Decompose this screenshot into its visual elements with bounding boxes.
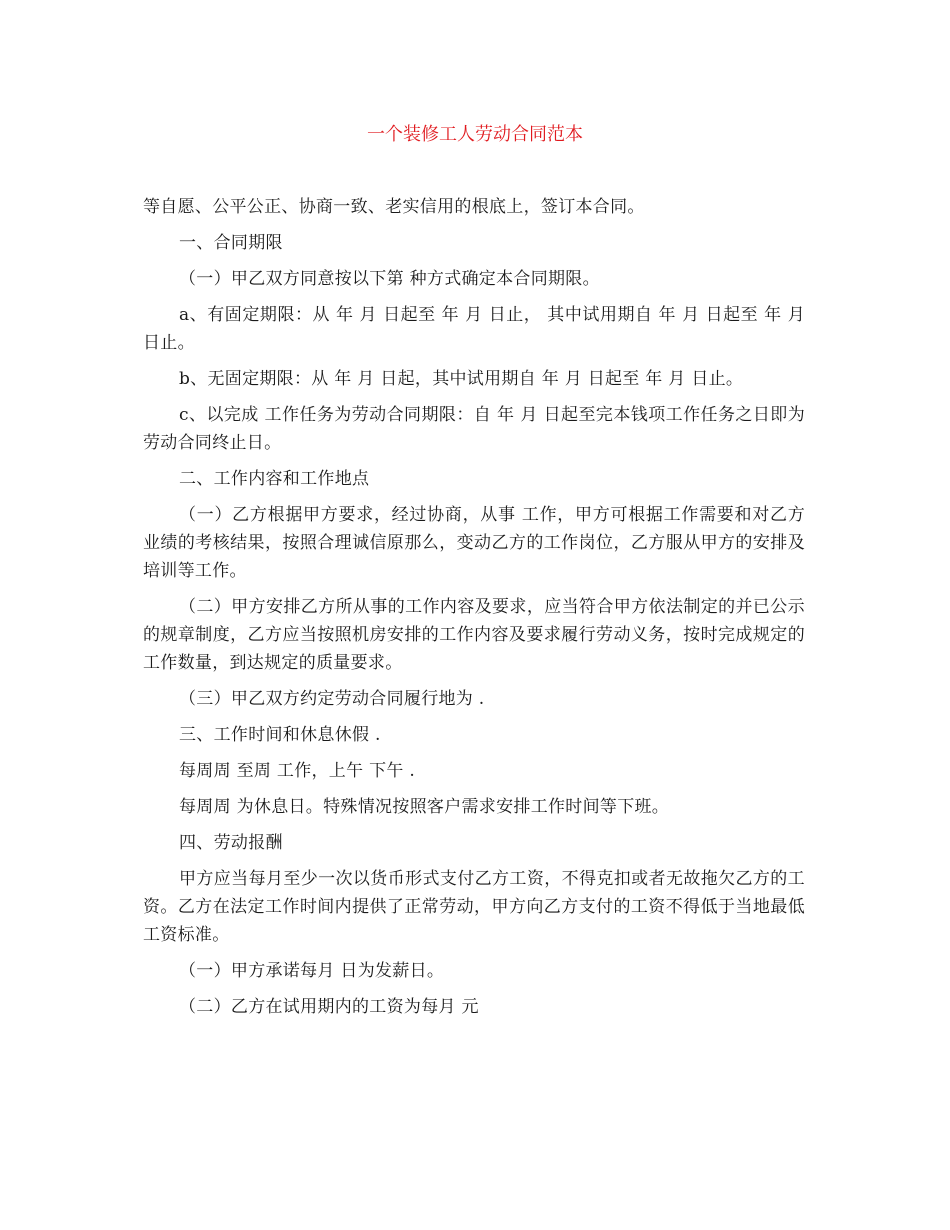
paragraph: 甲方应当每月至少一次以货币形式支付乙方工资，不得克扣或者无故拖欠乙方的工资。乙方在法定工作时间内提供了正常劳动，甲方向乙方支付的工资不得低于当地最低工资标准。	[143, 869, 805, 945]
document-title: 一个装修工人劳动合同范本	[367, 124, 583, 145]
paragraph: （一）甲乙双方同意按以下第 种方式确定本合同期限。	[179, 269, 600, 289]
document-body	[143, 193, 805, 1029]
paragraph: a、有固定期限：从 年 月 日起至 年 月 日止， 其中试用期自 年 月 日起至 年 月 日止。	[143, 305, 805, 353]
paragraph: （二）乙方在试用期内的工资为每月 元	[179, 997, 479, 1017]
paragraph: 四、劳动报酬	[179, 833, 283, 853]
paragraph: （一）乙方根据甲方要求，经过协商，从事 工作，甲方可根据工作需要和对乙方业绩的考核结果，按照合理诚信原那么，变动乙方的工作岗位，乙方服从甲方的安排及培训等工作。	[143, 505, 805, 581]
paragraph: 每周周 至周 工作，上午 下午 .	[179, 761, 416, 781]
paragraph: 等自愿、公平公正、协商一致、老实信用的根底上，签订本合同。	[143, 197, 645, 217]
paragraph: 三、工作时间和休息休假 .	[179, 725, 381, 745]
paragraph: （二）甲方安排乙方所从事的工作内容及要求，应当符合甲方依法制定的并已公示的规章制度，乙方应当按照机房安排的工作内容及要求履行劳动义务，按时完成规定的工作数量，到达规定的质量要求。	[143, 597, 805, 673]
paragraph: （一）甲方承诺每月 日为发薪日。	[179, 961, 445, 981]
paragraph: 每周周 为休息日。特殊情况按照客户需求安排工作时间等下班。	[179, 797, 670, 817]
paragraph: c、以完成 工作任务为劳动合同期限：自 年 月 日起至完本钱项工作任务之日即为劳动合同终止日。	[143, 405, 805, 453]
paragraph: （三）甲乙双方约定劳动合同履行地为 .	[179, 689, 485, 709]
paragraph: b、无固定期限：从 年 月 日起，其中试用期自 年 月 日起至 年 月 日止。	[179, 369, 744, 389]
paragraph: 二、工作内容和工作地点	[179, 469, 370, 489]
paragraph: 一、合同期限	[179, 233, 283, 253]
